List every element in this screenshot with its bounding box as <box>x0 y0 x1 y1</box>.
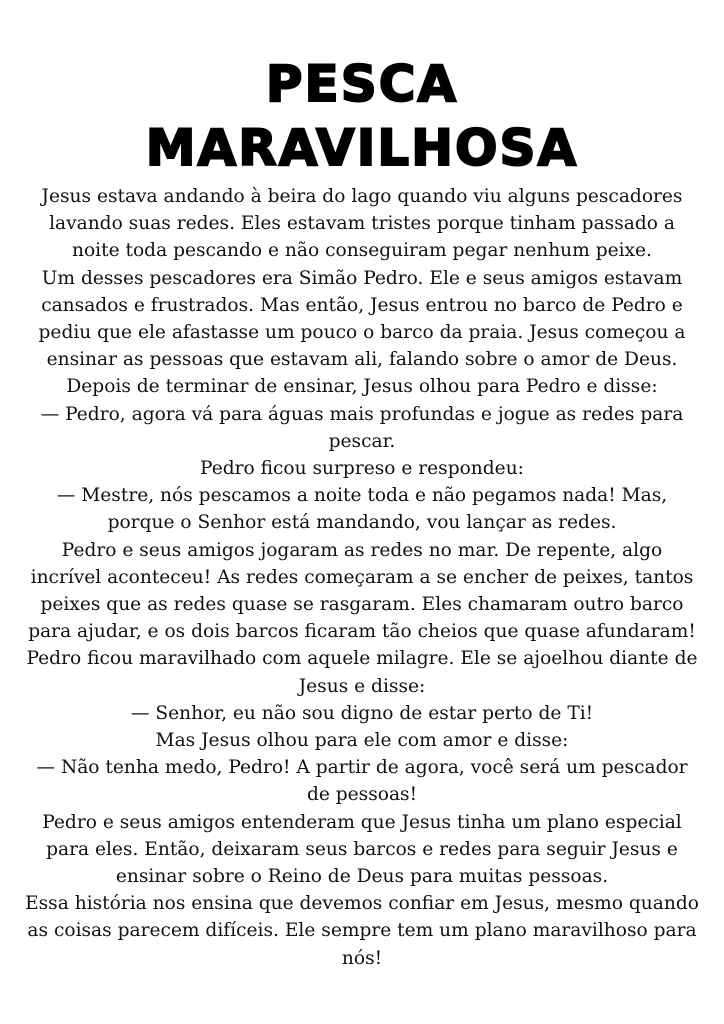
paragraph-10: Mas Jesus olhou para ele com amor e disse: <box>155 730 569 752</box>
page-title <box>0 52 724 180</box>
paragraph-12: Pedro e seus amigos entenderam que Jesus tinha um plano especial para eles. Então, deixaram seus barcos e redes para seguir Jesus e ensinar sobre o Reino de Deus para muitas pessoas. <box>42 811 682 888</box>
paragraph-8: Pedro ficou maravilhado com aquele milagre. Ele se ajoelhou diante de Jesus e disse: <box>26 648 698 697</box>
paragraph-13: Essa história nos ensina que devemos confiar em Jesus, mesmo quando as coisas parecem difíceis. Ele sempre tem um plano maravilhoso para nós! <box>25 893 699 969</box>
paragraph-1: Jesus estava andando à beira do lago quando viu alguns pescadores lavando suas redes. Eles estavam tristes porque tinham passado a noite toda pescando e não conseguiram pegar nenhum peixe. <box>41 186 683 262</box>
story-text <box>24 183 700 972</box>
paragraph-3: Depois de terminar de ensinar, Jesus olhou para Pedro e disse: <box>66 376 658 398</box>
paragraph-5: Pedro ficou surpreso e respondeu: <box>200 458 524 480</box>
paragraph-2: Um desses pescadores era Simão Pedro. Ele e seus amigos estavam cansados e frustrados. Mas então, Jesus entrou no barco de Pedro e pediu que ele afastasse um pouco o barco da praia. Jesus começou a ensinar as pessoas que estavam ali, falando sobre o amor de Deus. <box>38 267 686 371</box>
paragraph-6: — Mestre, nós pescamos a noite toda e não pegamos nada! Mas, porque o Senhor está mandando, vou lançar as redes. <box>56 485 668 534</box>
paragraph-9: — Senhor, eu não sou digno de estar perto de Ti! <box>130 702 594 724</box>
title-line-1: PESCA <box>265 54 459 113</box>
title-line-2: MARAVILHOSA <box>145 118 579 177</box>
paragraph-4: — Pedro, agora vá para águas mais profundas e jogue as redes para pescar. <box>40 403 684 452</box>
paragraph-7: Pedro e seus amigos jogaram as redes no mar. De repente, algo incrível aconteceu! As redes começaram a se encher de peixes, tantos peixes que as redes quase se rasgaram. Eles chamaram outro barco para ajudar, e os dois barcos ficaram tão cheios que quase afundaram! <box>28 539 696 643</box>
paragraph-11: — Não tenha medo, Pedro! A partir de agora, você será um pescador de pessoas! <box>36 757 688 806</box>
